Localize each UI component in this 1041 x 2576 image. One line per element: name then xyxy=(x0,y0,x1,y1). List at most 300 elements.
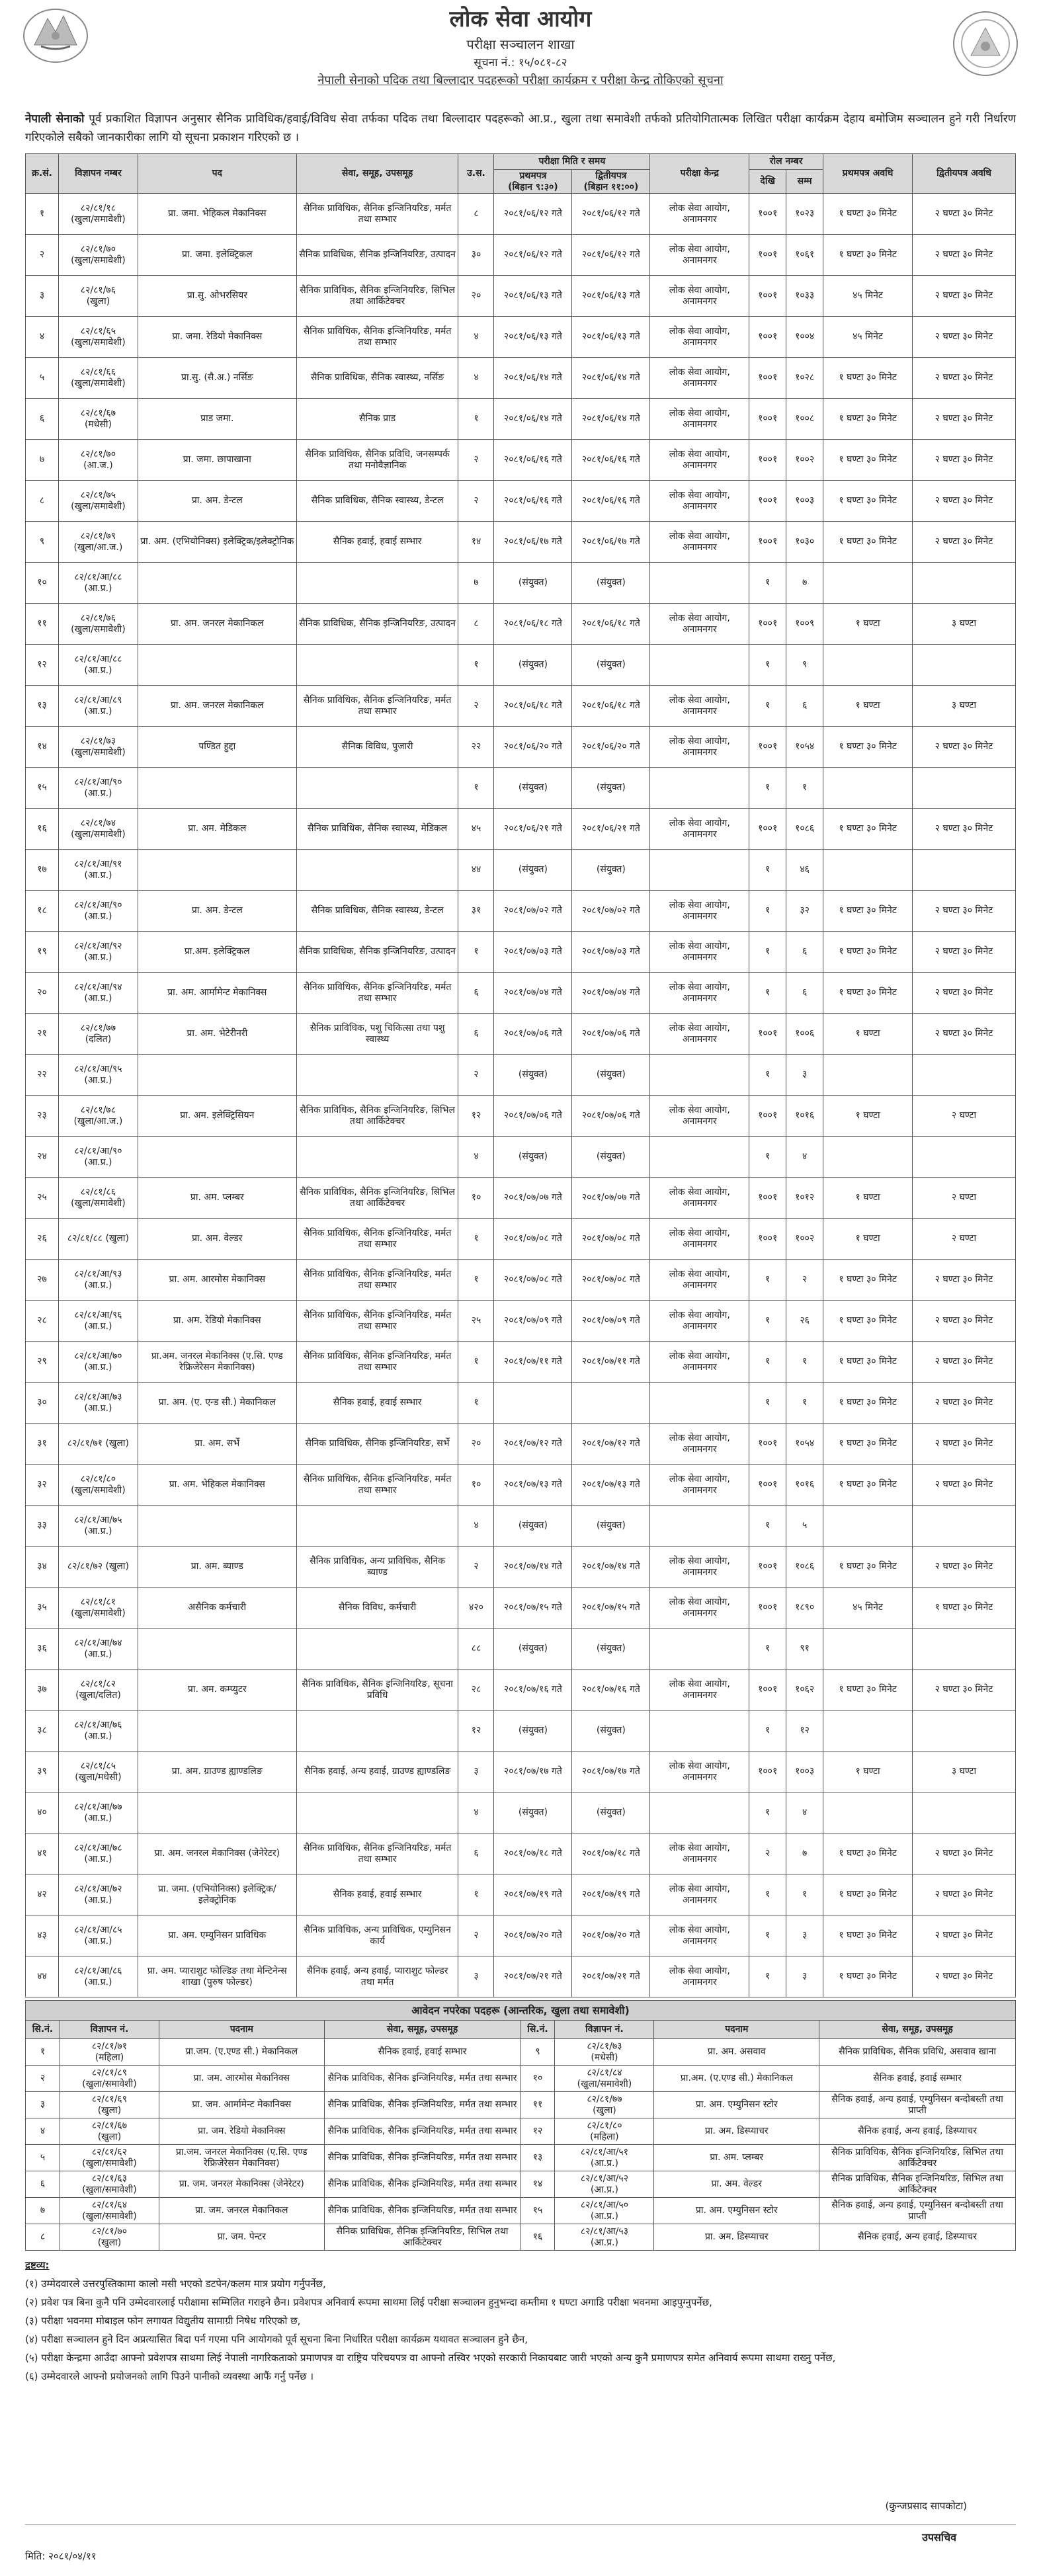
s2-row-sn-right: ११ xyxy=(520,2092,555,2118)
row-sn: ११ xyxy=(26,604,59,645)
row-paper2-duration xyxy=(913,768,1016,809)
row-paper2-date: २०८१/०६/१७ गते xyxy=(572,522,650,563)
s2-row-adv-no-right: ८२/८१/८४ (खुला/समावेशी) xyxy=(555,2066,654,2092)
row-roll-to: १०८६ xyxy=(786,1547,823,1588)
footer-divider xyxy=(25,2524,1016,2525)
s2-row-adv-no: ८२/८१/७१ (महिला) xyxy=(60,2039,159,2066)
row-paper1-duration: १ घण्टा xyxy=(823,604,913,645)
row-sn: २५ xyxy=(26,1178,59,1219)
row-exam-center xyxy=(650,1629,749,1670)
row-paper2-duration: २ घण्टा ३० मिनेट xyxy=(913,727,1016,768)
row-sn: २६ xyxy=(26,1219,59,1260)
row-exam-center: लोक सेवा आयोग, अनामनगर xyxy=(650,1424,749,1465)
row-seats: ७ xyxy=(458,563,494,604)
row-roll-to: ४ xyxy=(786,1137,823,1178)
col-service: सेवा, समूह, उपसमूह xyxy=(296,154,458,194)
row-roll-to: ५ xyxy=(786,1506,823,1547)
row-seats: १ xyxy=(458,645,494,686)
paper2-time: (बिहान ११:००) xyxy=(583,181,639,192)
row-paper2-date: २०८१/०७/२१ गते xyxy=(572,1956,650,1997)
row-sn: ३६ xyxy=(26,1629,59,1670)
row-exam-center: लोक सेवा आयोग, अनामनगर xyxy=(650,1588,749,1629)
row-exam-center: लोक सेवा आयोग, अनामनगर xyxy=(650,1670,749,1711)
row-exam-center: लोक सेवा आयोग, अनामनगर xyxy=(650,440,749,481)
row-service: सैनिक प्राविधिक, सैनिक प्रविधि, जनसम्पर्क तथा मनोवैज्ञानिक xyxy=(296,440,458,481)
row-paper2-date: २०८१/०६/१३ गते xyxy=(572,317,650,358)
row-paper1-date: २०८१/०६/२० गते xyxy=(494,727,572,768)
row-paper1-date: (संयुक्त) xyxy=(494,1055,572,1096)
row-roll-to: १०१६ xyxy=(786,1096,823,1137)
row-paper1-duration: १ घण्टा ३० मिनेट xyxy=(823,1547,913,1588)
row-exam-center xyxy=(650,1792,749,1833)
s2-row-post: प्रा.जम. जनरल मेकानिक्स (ए.सि. एण्ड रेफ्रिजेरेसन मेकानिक्स) xyxy=(159,2145,324,2171)
row-roll-from: १००१ xyxy=(749,235,786,276)
s2-col-adv-right: विज्ञापन नं. xyxy=(555,2021,654,2039)
row-paper1-duration xyxy=(823,1629,913,1670)
table-row xyxy=(26,891,1016,932)
table-row xyxy=(26,1547,1016,1588)
row-paper2-duration: २ घण्टा ३० मिनेट xyxy=(913,1915,1016,1956)
row-seats: १ xyxy=(458,1219,494,1260)
row-roll-to: ७ xyxy=(786,563,823,604)
note-item: (६) उम्मेदवारले आफ्नो प्रयोजनको लागि पिउने पानीको व्यवस्था आफैं गर्नु पर्नेछ । xyxy=(25,2370,314,2382)
row-roll-to: ४६ xyxy=(786,850,823,891)
row-exam-center: लोक सेवा आयोग, अनामनगर xyxy=(650,809,749,850)
table-row xyxy=(26,481,1016,522)
row-paper1-duration: १ घण्टा ३० मिनेट xyxy=(823,1874,913,1915)
row-paper1-duration: १ घण्टा ३० मिनेट xyxy=(823,973,913,1014)
row-paper1-duration: १ घण्टा xyxy=(823,1096,913,1137)
row-service xyxy=(296,1137,458,1178)
row-sn: ५ xyxy=(26,358,59,399)
paper2-label: द्वितीयपत्र xyxy=(595,170,627,181)
row-exam-center: लोक सेवा आयोग, अनामनगर xyxy=(650,194,749,235)
row-paper1-date: २०८१/०७/०८ गते xyxy=(494,1260,572,1301)
row-sn: ४० xyxy=(26,1792,59,1833)
s2-row-sn-right: ९ xyxy=(520,2039,555,2066)
no-applicant-posts-table xyxy=(25,2000,1016,2251)
row-paper2-date: (संयुक्त) xyxy=(572,1792,650,1833)
row-paper1-date: २०८१/०७/०७ गते xyxy=(494,1178,572,1219)
row-seats: १ xyxy=(458,399,494,440)
table-row xyxy=(26,1424,1016,1465)
notice-header xyxy=(0,0,1041,109)
row-sn: ९ xyxy=(26,522,59,563)
row-exam-center: लोक सेवा आयोग, अनामनगर xyxy=(650,973,749,1014)
row-adv-no: ८२/८१/आ/७५ (आ.प्र.) xyxy=(58,1506,138,1547)
row-roll-to: १००३ xyxy=(786,481,823,522)
s2-row-service-right: सैनिक हवाई, अन्य हवाई, एम्युनिसन बन्दोबस्ती तथा प्राप्ती xyxy=(819,2092,1016,2118)
row-seats: १४ xyxy=(458,522,494,563)
row-exam-center: लोक सेवा आयोग, अनामनगर xyxy=(650,358,749,399)
table-row xyxy=(26,1915,1016,1956)
row-sn: १३ xyxy=(26,686,59,727)
row-seats: १ xyxy=(458,1342,494,1383)
exam-schedule-body xyxy=(26,194,1016,1997)
row-seats: १ xyxy=(458,1260,494,1301)
row-roll-from: १ xyxy=(749,1055,786,1096)
row-post: प्रा. अम. प्लम्बर xyxy=(138,1178,296,1219)
row-roll-to: ९१ xyxy=(786,1629,823,1670)
row-paper1-date: २०८१/०६/१६ गते xyxy=(494,440,572,481)
s2-row-post: प्रा. जम. आर्मामेन्ट मेकानिक्स xyxy=(159,2092,324,2118)
row-post: प्रा. अम. मेडिकल xyxy=(138,809,296,850)
table-row xyxy=(26,563,1016,604)
row-post: प्रा.अम. जनरल मेकानिक्स (ए.सि. एण्ड रेफ्रिजेरेसन मेकानिक्स) xyxy=(138,1342,296,1383)
row-paper1-duration xyxy=(823,768,913,809)
row-seats: ३ xyxy=(458,1751,494,1792)
row-paper1-date: २०८१/०७/०९ गते xyxy=(494,1301,572,1342)
row-adv-no: ८२/८१/आ/९५ (आ.प्र.) xyxy=(58,1055,138,1096)
row-paper2-date: २०८१/०६/१२ गते xyxy=(572,194,650,235)
row-paper2-duration xyxy=(913,645,1016,686)
table-row xyxy=(26,276,1016,317)
row-exam-center: लोक सेवा आयोग, अनामनगर xyxy=(650,1301,749,1342)
s2-row-service: सैनिक प्राविधिक, सैनिक इन्जिनियरिङ, मर्मत तथा सम्भार xyxy=(324,2092,520,2118)
table-row xyxy=(26,317,1016,358)
row-paper1-date: २०८१/०६/१२ गते xyxy=(494,194,572,235)
col-roll-to: सम्म xyxy=(786,170,823,194)
row-roll-to: ६ xyxy=(786,686,823,727)
row-seats: ३० xyxy=(458,235,494,276)
row-adv-no: ८२/८१/७२ (खुला) xyxy=(58,1547,138,1588)
row-paper2-date: २०८१/०७/१५ गते xyxy=(572,1588,650,1629)
row-roll-to: ९ xyxy=(786,645,823,686)
row-paper1-date: २०८१/०७/०६ गते xyxy=(494,1096,572,1137)
row-service xyxy=(296,645,458,686)
row-roll-to: १००४ xyxy=(786,317,823,358)
row-service: सैनिक प्राविधिक, सैनिक इन्जिनियरिङ, मर्मत तथा सम्भार xyxy=(296,973,458,1014)
row-paper2-date: २०८१/०७/०८ गते xyxy=(572,1219,650,1260)
s2-row-service-right: सैनिक प्राविधिक, सैनिक प्रविधि, असवाव खाना xyxy=(819,2039,1016,2066)
row-paper1-date: २०८१/०७/१८ गते xyxy=(494,1833,572,1874)
table-row xyxy=(26,1833,1016,1874)
row-post: प्राड जमा. xyxy=(138,399,296,440)
s2-row-service: सैनिक प्राविधिक, सैनिक इन्जिनियरिङ, मर्मत तथा सम्भार xyxy=(324,2171,520,2198)
row-adv-no: ८२/८१/आ/९६ (आ.प्र.) xyxy=(58,1301,138,1342)
row-roll-from: १००१ xyxy=(749,1465,786,1506)
s2-col-post-right: पदनाम xyxy=(654,2021,819,2039)
row-service xyxy=(296,1055,458,1096)
table-row xyxy=(26,809,1016,850)
row-paper2-date: २०८१/०७/१८ गते xyxy=(572,1833,650,1874)
row-post: प्रा. अम. आर्मामेन्ट मेकानिक्स xyxy=(138,973,296,1014)
table-row xyxy=(26,1014,1016,1055)
row-paper2-date: २०८१/०७/०३ गते xyxy=(572,932,650,973)
no-applicant-posts-body xyxy=(26,2039,1016,2251)
row-seats: ४ xyxy=(458,317,494,358)
row-paper1-duration xyxy=(823,1711,913,1751)
row-roll-to: १ xyxy=(786,1342,823,1383)
table-row xyxy=(26,2039,1016,2066)
row-sn: १७ xyxy=(26,850,59,891)
row-roll-from: १ xyxy=(749,973,786,1014)
row-paper2-date: २०८१/०७/२० गते xyxy=(572,1915,650,1956)
row-roll-to: १००३ xyxy=(786,1751,823,1792)
table-row xyxy=(26,1260,1016,1301)
s2-row-adv-no: ८२/८१/८९ (खुला/समावेशी) xyxy=(60,2066,159,2092)
row-sn: ३ xyxy=(26,276,59,317)
row-paper1-date: (संयुक्त) xyxy=(494,645,572,686)
table-row xyxy=(26,1178,1016,1219)
row-paper2-duration: २ घण्टा ३० मिनेट xyxy=(913,317,1016,358)
row-seats: २५ xyxy=(458,1301,494,1342)
row-roll-from: १००१ xyxy=(749,1178,786,1219)
row-service: सैनिक विविध, पुजारी xyxy=(296,727,458,768)
row-adv-no: ८२/८१/आ/९४ (आ.प्र.) xyxy=(58,973,138,1014)
row-sn: ३८ xyxy=(26,1711,59,1751)
table-row xyxy=(26,932,1016,973)
row-exam-center xyxy=(650,850,749,891)
note-item: (१) उम्मेदवारले उत्तरपुस्तिकामा कालो मसी भएको डटपेन/कलम मात्र प्रयोग गर्नुपर्नेछ, xyxy=(25,2278,326,2290)
row-paper2-date: २०८१/०६/२१ गते xyxy=(572,809,650,850)
row-service: सैनिक प्राविधिक, सैनिक इन्जिनियरिङ, उत्पादन xyxy=(296,604,458,645)
row-post: प्रा. अम. भेटेरीनरी xyxy=(138,1014,296,1055)
row-roll-from: १००१ xyxy=(749,1219,786,1260)
row-service: सैनिक विविध, कर्मचारी xyxy=(296,1588,458,1629)
col-paper1 xyxy=(494,170,572,194)
row-roll-from: १ xyxy=(749,1956,786,1997)
row-post xyxy=(138,1055,296,1096)
row-exam-center: लोक सेवा आयोग, अनामनगर xyxy=(650,891,749,932)
notes-list xyxy=(25,2274,1016,2386)
row-exam-center: लोक सेवा आयोग, अनामनगर xyxy=(650,1547,749,1588)
row-adv-no: ८२/८१/आ/७२ (आ.प्र.) xyxy=(58,1874,138,1915)
row-paper2-date: (संयुक्त) xyxy=(572,1711,650,1751)
row-paper2-date: २०८१/०७/१२ गते xyxy=(572,1424,650,1465)
row-paper1-date: २०८१/०७/१४ गते xyxy=(494,1547,572,1588)
row-roll-from: १ xyxy=(749,686,786,727)
row-paper1-duration: १ घण्टा ३० मिनेट xyxy=(823,481,913,522)
s2-row-post: प्रा. जम. आरमोस मेकानिक्स xyxy=(159,2066,324,2092)
row-paper1-date: २०८१/०६/२१ गते xyxy=(494,809,572,850)
s2-row-adv-no: ८२/८१/६३ (खुला/समावेशी) xyxy=(60,2171,159,2198)
row-service: सैनिक प्राविधिक, सैनिक इन्जिनियरिङ, सर्भे xyxy=(296,1424,458,1465)
row-sn: १८ xyxy=(26,891,59,932)
row-roll-from: १००१ xyxy=(749,522,786,563)
row-paper2-date: २०८१/०७/०८ गते xyxy=(572,1260,650,1301)
row-post: प्रा. अम. भेहिकल मेकानिक्स xyxy=(138,1465,296,1506)
row-post: प्रा. अम. एम्युनिसन प्राविधिक xyxy=(138,1915,296,1956)
row-paper2-duration: २ घण्टा ३० मिनेट xyxy=(913,1014,1016,1055)
row-roll-from: १००१ xyxy=(749,727,786,768)
s2-col-service: सेवा, समूह, उपसमूह xyxy=(324,2021,520,2039)
row-seats: १२ xyxy=(458,1711,494,1751)
table-row xyxy=(26,2171,1016,2198)
row-exam-center: लोक सेवा आयोग, अनामनगर xyxy=(650,1260,749,1301)
row-adv-no: ८२/८१/आ/८५ (आ.प्र.) xyxy=(58,1915,138,1956)
row-roll-to: ६ xyxy=(786,973,823,1014)
row-paper1-date: २०८१/०७/११ गते xyxy=(494,1342,572,1383)
row-roll-to: १०६२ xyxy=(786,1670,823,1711)
row-post xyxy=(138,1711,296,1751)
row-paper1-date: २०८१/०६/१४ गते xyxy=(494,399,572,440)
table-row xyxy=(26,1956,1016,1997)
row-paper2-duration: २ घण्टा ३० मिनेट xyxy=(913,891,1016,932)
row-paper2-duration: २ घण्टा ३० मिनेट xyxy=(913,809,1016,850)
row-paper1-duration: १ घण्टा ३० मिनेट xyxy=(823,1956,913,1997)
row-exam-center: लोक सेवा आयोग, अनामनगर xyxy=(650,481,749,522)
row-paper2-date: २०८१/०६/१८ गते xyxy=(572,604,650,645)
row-paper2-duration: ३ घण्टा xyxy=(913,686,1016,727)
intro-text: पूर्व प्रकाशित विज्ञापन अनुसार सैनिक प्राविधिक/हवाई/विविध सेवा तर्फका पदिक तथा बिल्लादार पदहरूको आ.प्र., खुला तथा समावेशी तर्फको प्रतियोगितात्मक लिखित परीक्षा कार्यक्रम देहाय बमोजिम सञ्चालन हुने गरी निर्धारण गरिएकोले सबैको जानकारीका लागि यो सूचना प्रकाशन गरिएको छ । xyxy=(25,112,1016,144)
row-post xyxy=(138,1506,296,1547)
row-adv-no: ८२/८१/८८ (खुला) xyxy=(58,1219,138,1260)
row-service xyxy=(296,1629,458,1670)
table-row xyxy=(26,1874,1016,1915)
row-paper1-duration: १ घण्टा xyxy=(823,686,913,727)
row-post xyxy=(138,768,296,809)
row-paper2-duration: २ घण्टा ३० मिनेट xyxy=(913,1260,1016,1301)
s2-row-sn-right: १० xyxy=(520,2066,555,2092)
row-adv-no: ८२/८१/आ/७३ (आ.प्र.) xyxy=(58,1383,138,1424)
row-adv-no: ८२/८१/८२ (खुला/दलित) xyxy=(58,1670,138,1711)
table-row xyxy=(26,768,1016,809)
table-row xyxy=(26,1096,1016,1137)
row-paper2-date: (संयुक्त) xyxy=(572,768,650,809)
row-adv-no: ८२/८१/७४ (खुला/समावेशी) xyxy=(58,809,138,850)
row-paper2-date: २०८१/०७/११ गते xyxy=(572,1342,650,1383)
row-seats: २ xyxy=(458,1915,494,1956)
row-post: प्रा. जमा. रेडियो मेकानिक्स xyxy=(138,317,296,358)
row-roll-to: ४ xyxy=(786,1792,823,1833)
row-roll-to: १००८ xyxy=(786,399,823,440)
notice-number: सूचना नं.: १५/०८१-८२ xyxy=(474,56,567,69)
row-paper1-date: (संयुक्त) xyxy=(494,1506,572,1547)
row-paper2-duration xyxy=(913,563,1016,604)
row-paper2-duration xyxy=(913,1792,1016,1833)
row-roll-to: १०६१ xyxy=(786,235,823,276)
row-exam-center xyxy=(650,1506,749,1547)
row-adv-no: ८२/८१/७५ (खुला/समावेशी) xyxy=(58,481,138,522)
row-paper2-date: (संयुक्त) xyxy=(572,645,650,686)
row-service: सैनिक प्राविधिक, सैनिक इन्जिनियरिङ, सिभिल तथा आर्किटेक्चर xyxy=(296,1178,458,1219)
row-exam-center xyxy=(650,1383,749,1424)
notes-section xyxy=(25,2256,1016,2386)
row-post: प्रा. अम. ग्राउण्ड ह्याण्डलिङ xyxy=(138,1751,296,1792)
row-exam-center: लोक सेवा आयोग, अनामनगर xyxy=(650,1014,749,1055)
row-roll-from: १ xyxy=(749,1792,786,1833)
row-paper2-duration: ३ घण्टा xyxy=(913,1751,1016,1792)
s2-row-post-right: प्रा. अम. असवाव xyxy=(654,2039,819,2066)
row-paper1-duration xyxy=(823,563,913,604)
row-seats: २८ xyxy=(458,1670,494,1711)
s2-col-sn: सि.नं. xyxy=(26,2021,60,2039)
row-service xyxy=(296,1506,458,1547)
row-sn: १९ xyxy=(26,932,59,973)
row-paper2-duration xyxy=(913,1629,1016,1670)
row-paper1-duration: १ घण्टा xyxy=(823,1178,913,1219)
row-post: प्रा. अम. डेन्टल xyxy=(138,891,296,932)
col-roll: रोल नम्बर xyxy=(749,154,823,170)
row-adv-no: ८२/८१/७६ (खुला) xyxy=(58,276,138,317)
col-center: परीक्षा केन्द्र xyxy=(650,154,749,194)
row-sn: २२ xyxy=(26,1055,59,1096)
row-adv-no: ८२/८१/आ/९० (आ.प्र.) xyxy=(58,891,138,932)
row-paper2-date: (संयुक्त) xyxy=(572,1137,650,1178)
row-paper1-duration xyxy=(823,1055,913,1096)
row-paper1-date: २०८१/०६/१६ गते xyxy=(494,481,572,522)
row-seats: २ xyxy=(458,686,494,727)
row-roll-to: १ xyxy=(786,1383,823,1424)
row-adv-no: ८२/८१/१८ (खुला/समावेशी) xyxy=(58,194,138,235)
row-paper2-duration: २ घण्टा ३० मिनेट xyxy=(913,1465,1016,1506)
row-paper2-date: २०८१/०७/१९ गते xyxy=(572,1874,650,1915)
row-paper2-duration: २ घण्टा ३० मिनेट xyxy=(913,932,1016,973)
row-seats: ३१ xyxy=(458,891,494,932)
table-row xyxy=(26,1219,1016,1260)
row-exam-center: लोक सेवा आयोग, अनामनगर xyxy=(650,1915,749,1956)
s2-row-service: सैनिक प्राविधिक, सैनिक इन्जिनियरिङ, मर्मत तथा सम्भार xyxy=(324,2145,520,2171)
row-paper2-date: २०८१/०७/१६ गते xyxy=(572,1670,650,1711)
table-row xyxy=(26,1465,1016,1506)
row-adv-no: ८२/८१/आ/७७ (आ.प्र.) xyxy=(58,1792,138,1833)
intro-paragraph xyxy=(25,110,1016,147)
row-service: सैनिक प्राड xyxy=(296,399,458,440)
row-paper1-duration: १ घण्टा ३० मिनेट xyxy=(823,1915,913,1956)
row-roll-from: १ xyxy=(749,1506,786,1547)
row-paper2-date: २०८१/०६/१६ गते xyxy=(572,440,650,481)
row-paper1-duration: १ घण्टा ३० मिनेट xyxy=(823,809,913,850)
row-service: सैनिक प्राविधिक, सैनिक इन्जिनियरिङ, सिभिल तथा आर्किटेक्चर xyxy=(296,1096,458,1137)
row-paper1-duration: १ घण्टा ३० मिनेट xyxy=(823,399,913,440)
row-service: सैनिक हवाई, हवाई सम्भार xyxy=(296,1874,458,1915)
row-paper1-date: (संयुक्त) xyxy=(494,1629,572,1670)
row-paper1-date: २०८१/०७/१६ गते xyxy=(494,1670,572,1711)
s2-row-sn: ३ xyxy=(26,2092,60,2118)
row-paper2-date: २०८१/०६/१३ गते xyxy=(572,276,650,317)
row-paper1-duration: १ घण्टा ३० मिनेट xyxy=(823,891,913,932)
row-sn: २९ xyxy=(26,1342,59,1383)
row-paper1-date: (संयुक्त) xyxy=(494,563,572,604)
s2-col-service-right: सेवा, समूह, उपसमूह xyxy=(819,2021,1016,2039)
row-roll-to: १०३३ xyxy=(786,276,823,317)
row-adv-no: ८२/८१/७९ (खुला/आ.ज.) xyxy=(58,522,138,563)
row-adv-no: ८२/८१/आ/८९ (आ.प्र.) xyxy=(58,686,138,727)
s2-row-service: सैनिक प्राविधिक, सैनिक इन्जिनियरिङ, सिभिल तथा आर्किटेक्चर xyxy=(324,2224,520,2251)
row-post xyxy=(138,850,296,891)
row-paper1-duration xyxy=(823,1137,913,1178)
row-roll-to: ३ xyxy=(786,1956,823,1997)
table-row xyxy=(26,440,1016,481)
row-post: प्रा.अम. इलेक्ट्रिकल xyxy=(138,932,296,973)
table-row xyxy=(26,645,1016,686)
row-roll-from: २ xyxy=(749,1833,786,1874)
row-paper1-date: २०८१/०७/०६ गते xyxy=(494,1014,572,1055)
row-post: प्रा.सु. ओभरसियर xyxy=(138,276,296,317)
row-paper1-duration: १ घण्टा ३० मिनेट xyxy=(823,1833,913,1874)
row-exam-center: लोक सेवा आयोग, अनामनगर xyxy=(650,686,749,727)
row-service xyxy=(296,1792,458,1833)
table-row xyxy=(26,522,1016,563)
row-roll-from: १ xyxy=(749,563,786,604)
s2-row-sn: ५ xyxy=(26,2145,60,2171)
row-service: सैनिक प्राविधिक, पशु चिकित्सा तथा पशु स्वास्थ्य xyxy=(296,1014,458,1055)
s2-row-sn-right: १३ xyxy=(520,2145,555,2171)
row-adv-no: ८२/८१/६५ (खुला/समावेशी) xyxy=(58,317,138,358)
s2-row-service-right: सैनिक हवाई, अन्य हवाई, एम्युनिसन बन्दोबस्ती तथा प्राप्ती xyxy=(819,2198,1016,2224)
row-exam-center xyxy=(650,1137,749,1178)
section2-title: आवेदन नपरेका पदहरू (आन्तरिक, खुला तथा समावेशी) xyxy=(26,2001,1016,2021)
row-service: सैनिक प्राविधिक, सैनिक इन्जिनियरिङ, मर्मत तथा सम्भार xyxy=(296,1465,458,1506)
row-paper1-duration: १ घण्टा ३० मिनेट xyxy=(823,1465,913,1506)
row-paper2-date: २०८१/०६/१२ गते xyxy=(572,235,650,276)
row-roll-to: २ xyxy=(786,1260,823,1301)
row-adv-no: ८२/८१/आ/८८ (आ.प्र.) xyxy=(58,563,138,604)
intro-lead: नेपाली सेनाको xyxy=(25,112,85,126)
col-adv: विज्ञापन नम्बर xyxy=(58,154,138,194)
row-paper1-duration: ४५ मिनेट xyxy=(823,276,913,317)
